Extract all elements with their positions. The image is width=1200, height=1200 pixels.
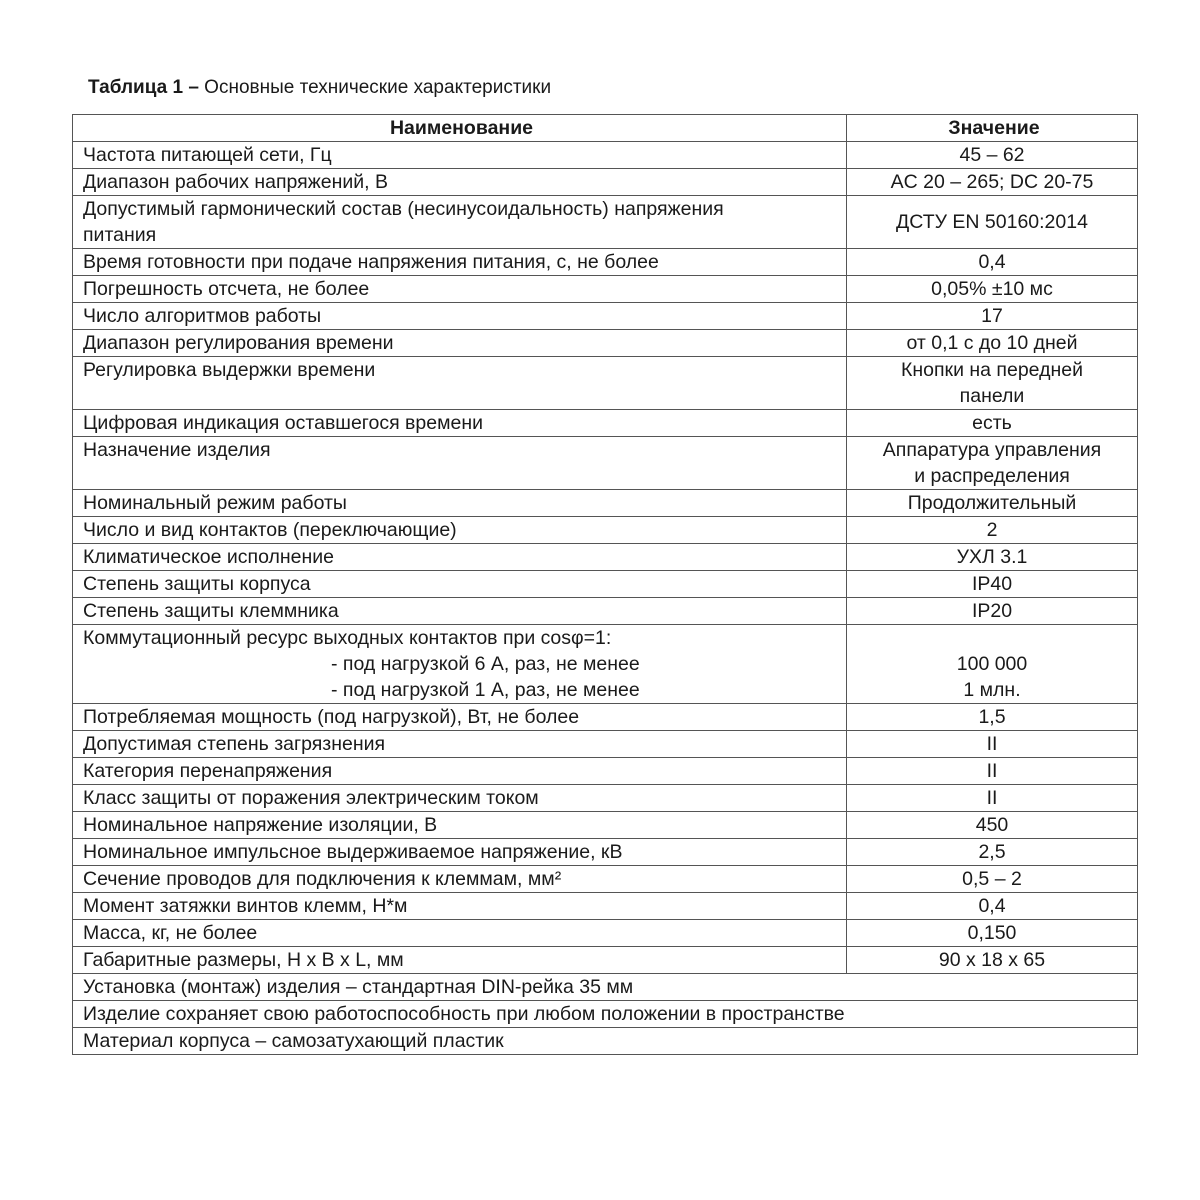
footer-note: Установка (монтаж) изделия – стандартная DIN-рейка 35 мм bbox=[73, 974, 1138, 1001]
footer-note: Материал корпуса – самозатухающий пластик bbox=[73, 1028, 1138, 1055]
row-value-line: Кнопки на передней bbox=[901, 359, 1083, 381]
row-name: Габаритные размеры, H x B x L, мм bbox=[73, 947, 847, 974]
row-value: Продолжительный bbox=[847, 490, 1138, 517]
table-row bbox=[73, 731, 1138, 758]
row-name: Допустимая степень загрязнения bbox=[73, 731, 847, 758]
table-caption-label: Таблица 1 – bbox=[88, 77, 199, 98]
column-header-value: Значение bbox=[847, 115, 1138, 142]
table-row bbox=[73, 598, 1138, 625]
table-row bbox=[73, 625, 1138, 704]
row-value-line: 100 000 bbox=[956, 653, 1028, 675]
table-footer-row bbox=[73, 1001, 1138, 1028]
footer-note: Изделие сохраняет свою работоспособность при любом положении в пространстве bbox=[73, 1001, 1138, 1028]
table-footer-row bbox=[73, 974, 1138, 1001]
row-name: Цифровая индикация оставшегося времени bbox=[73, 410, 847, 437]
table-caption-text: Основные технические характеристики bbox=[204, 77, 552, 98]
table-row bbox=[73, 357, 1138, 410]
row-value: 45 – 62 bbox=[847, 142, 1138, 169]
table-row bbox=[73, 758, 1138, 785]
table-row bbox=[73, 196, 1138, 249]
row-value: 450 bbox=[847, 812, 1138, 839]
row-name: Время готовности при подаче напряжения питания, с, не более bbox=[73, 249, 847, 276]
table-row bbox=[73, 490, 1138, 517]
row-value: IP40 bbox=[847, 571, 1138, 598]
row-value: есть bbox=[847, 410, 1138, 437]
row-name: Частота питающей сети, Гц bbox=[73, 142, 847, 169]
row-name-subline: - под нагрузкой 6 А, раз, не менее bbox=[331, 653, 640, 675]
row-name: Масса, кг, не более bbox=[73, 920, 847, 947]
row-value: 1,5 bbox=[847, 704, 1138, 731]
table-row bbox=[73, 920, 1138, 947]
row-name: Номинальный режим работы bbox=[73, 490, 847, 517]
row-value: IP20 bbox=[847, 598, 1138, 625]
table-row bbox=[73, 571, 1138, 598]
row-name: Класс защиты от поражения электрическим током bbox=[73, 785, 847, 812]
table-row bbox=[73, 893, 1138, 920]
row-name: Диапазон регулирования времени bbox=[73, 330, 847, 357]
row-name: Число алгоритмов работы bbox=[73, 303, 847, 330]
row-value: 0,5 – 2 bbox=[847, 866, 1138, 893]
row-value-line: Аппаратура управления bbox=[882, 439, 1102, 461]
row-value: ДСТУ EN 50160:2014 bbox=[847, 196, 1138, 249]
row-name: Диапазон рабочих напряжений, В bbox=[73, 169, 847, 196]
row-value: 0,150 bbox=[847, 920, 1138, 947]
row-name: Регулировка выдержки времени bbox=[73, 357, 847, 410]
row-name: Номинальное напряжение изоляции, В bbox=[73, 812, 847, 839]
table-row bbox=[73, 812, 1138, 839]
table-row bbox=[73, 249, 1138, 276]
row-value: AC 20 – 265; DC 20-75 bbox=[847, 169, 1138, 196]
row-name: Степень защиты клеммника bbox=[73, 598, 847, 625]
row-value: 2,5 bbox=[847, 839, 1138, 866]
row-value: II bbox=[847, 758, 1138, 785]
table-row bbox=[73, 410, 1138, 437]
row-value-line: 1 млн. bbox=[963, 679, 1021, 701]
table-row bbox=[73, 866, 1138, 893]
row-value: II bbox=[847, 785, 1138, 812]
table-row bbox=[73, 437, 1138, 490]
table-row bbox=[73, 303, 1138, 330]
row-name: Потребляемая мощность (под нагрузкой), Вт, не более bbox=[73, 704, 847, 731]
row-value bbox=[847, 437, 1138, 490]
row-value: 0,4 bbox=[847, 893, 1138, 920]
row-name-line: Коммутационный ресурс выходных контактов при cosφ=1: bbox=[83, 627, 612, 649]
row-value-line bbox=[853, 625, 1131, 651]
column-header-name: Наименование bbox=[73, 115, 847, 142]
row-value: УХЛ 3.1 bbox=[847, 544, 1138, 571]
row-name: Момент затяжки винтов клемм, Н*м bbox=[73, 893, 847, 920]
table-row bbox=[73, 785, 1138, 812]
table-row bbox=[73, 330, 1138, 357]
row-name: Сечение проводов для подключения к клеммам, мм² bbox=[73, 866, 847, 893]
row-value: II bbox=[847, 731, 1138, 758]
table-footer-row bbox=[73, 1028, 1138, 1055]
row-name-subline: - под нагрузкой 1 А, раз, не менее bbox=[331, 679, 640, 701]
row-value: 2 bbox=[847, 517, 1138, 544]
row-value-line: панели bbox=[959, 385, 1025, 407]
row-value: от 0,1 с до 10 дней bbox=[847, 330, 1138, 357]
row-value-line: и распределения bbox=[914, 465, 1070, 487]
specs-table bbox=[72, 114, 1138, 1055]
row-name: Номинальное импульсное выдерживаемое напряжение, кВ bbox=[73, 839, 847, 866]
row-name bbox=[73, 196, 847, 249]
row-value: 0,05% ±10 мс bbox=[847, 276, 1138, 303]
table-row bbox=[73, 517, 1138, 544]
row-value: 90 x 18 x 65 bbox=[847, 947, 1138, 974]
row-name: Категория перенапряжения bbox=[73, 758, 847, 785]
table-row bbox=[73, 839, 1138, 866]
table-row bbox=[73, 947, 1138, 974]
row-value: 0,4 bbox=[847, 249, 1138, 276]
row-name: Погрешность отсчета, не более bbox=[73, 276, 847, 303]
table-caption bbox=[88, 76, 551, 100]
row-name bbox=[73, 625, 847, 704]
row-name: Степень защиты корпуса bbox=[73, 571, 847, 598]
table-row bbox=[73, 544, 1138, 571]
table-row bbox=[73, 704, 1138, 731]
table-row bbox=[73, 276, 1138, 303]
row-name: Назначение изделия bbox=[73, 437, 847, 490]
row-name-line: Допустимый гармонический состав (несинусоидальность) напряжения bbox=[83, 198, 724, 220]
table-header-row bbox=[73, 115, 1138, 142]
row-value bbox=[847, 357, 1138, 410]
row-value: 17 bbox=[847, 303, 1138, 330]
row-value bbox=[847, 625, 1138, 704]
row-name: Климатическое исполнение bbox=[73, 544, 847, 571]
row-name-line: питания bbox=[83, 224, 157, 246]
table-row bbox=[73, 169, 1138, 196]
table-row bbox=[73, 142, 1138, 169]
row-name: Число и вид контактов (переключающие) bbox=[73, 517, 847, 544]
